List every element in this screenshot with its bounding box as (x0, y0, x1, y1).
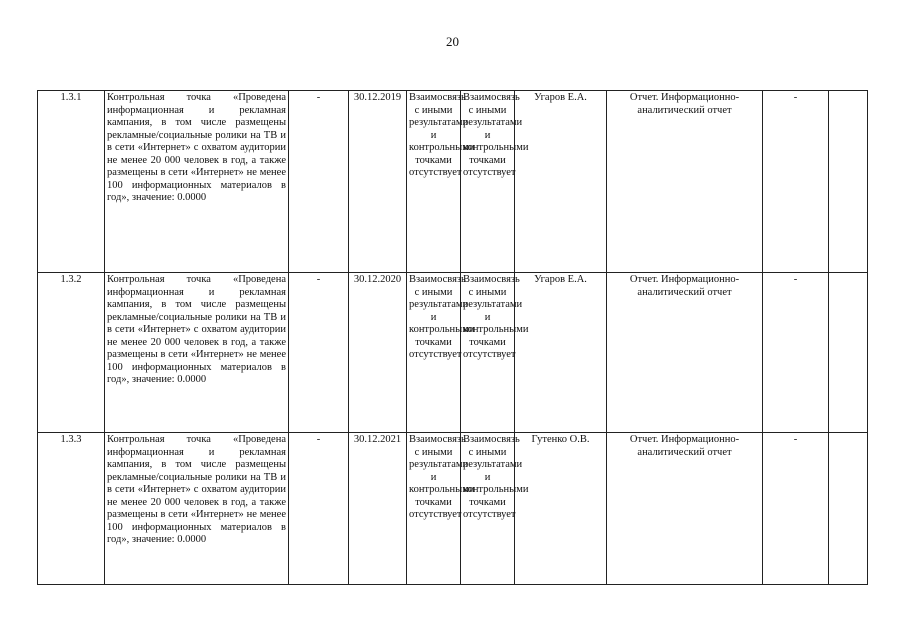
control-level: - (763, 433, 829, 585)
empty-cell (829, 91, 868, 273)
control-point-description: Контрольная точка «Проведена информационная и рекламная кампания, в том числе размещены рекламные/социальные ролики на ТВ и в сети «Интернет» с охватом аудитории не менее 20 000 человек в год, а также размещены в сети «Интернет» не менее 100 информационных материалов в год», значение: 0.0000 (105, 273, 289, 433)
relation-previous: Взаимосвязь с иными результатами и контрольными точками отсутствует (407, 91, 461, 273)
confirming-document: Отчет. Информационно-аналитический отчет (607, 273, 763, 433)
relation-previous: Взаимосвязь с иными результатами и контрольными точками отсутствует (407, 433, 461, 585)
control-point-description: Контрольная точка «Проведена информационная и рекламная кампания, в том числе размещены рекламные/социальные ролики на ТВ и в сети «Интернет» с охватом аудитории не менее 20 000 человек в год, а также размещены в сети «Интернет» не менее 100 информационных материалов в год», значение: 0.0000 (105, 91, 289, 273)
start-date: - (289, 273, 349, 433)
relation-next: Взаимосвязь с иными результатами и контрольными точками отсутствует (461, 273, 515, 433)
start-date: - (289, 433, 349, 585)
control-points-table (37, 90, 868, 585)
end-date: 30.12.2020 (349, 273, 407, 433)
table-row (38, 433, 868, 585)
page-number: 20 (446, 34, 459, 49)
control-level: - (763, 273, 829, 433)
table-row (38, 91, 868, 273)
end-date: 30.12.2021 (349, 433, 407, 585)
confirming-document: Отчет. Информационно-аналитический отчет (607, 91, 763, 273)
end-date: 30.12.2019 (349, 91, 407, 273)
row-number: 1.3.2 (38, 273, 105, 433)
table-row (38, 273, 868, 433)
control-point-description: Контрольная точка «Проведена информационная и рекламная кампания, в том числе размещены рекламные/социальные ролики на ТВ и в сети «Интернет» с охватом аудитории не менее 20 000 человек в год, а также размещены в сети «Интернет» не менее 100 информационных материалов в год», значение: 0.0000 (105, 433, 289, 585)
relation-next: Взаимосвязь с иными результатами и контрольными точками отсутствует (461, 433, 515, 585)
responsible-person: Угаров Е.А. (515, 273, 607, 433)
control-level: - (763, 91, 829, 273)
confirming-document: Отчет. Информационно-аналитический отчет (607, 433, 763, 585)
empty-cell (829, 433, 868, 585)
relation-next: Взаимосвязь с иными результатами и контрольными точками отсутствует (461, 91, 515, 273)
row-number: 1.3.3 (38, 433, 105, 585)
empty-cell (829, 273, 868, 433)
row-number: 1.3.1 (38, 91, 105, 273)
responsible-person: Гутенко О.В. (515, 433, 607, 585)
start-date: - (289, 91, 349, 273)
relation-previous: Взаимосвязь с иными результатами и контрольными точками отсутствует (407, 273, 461, 433)
responsible-person: Угаров Е.А. (515, 91, 607, 273)
